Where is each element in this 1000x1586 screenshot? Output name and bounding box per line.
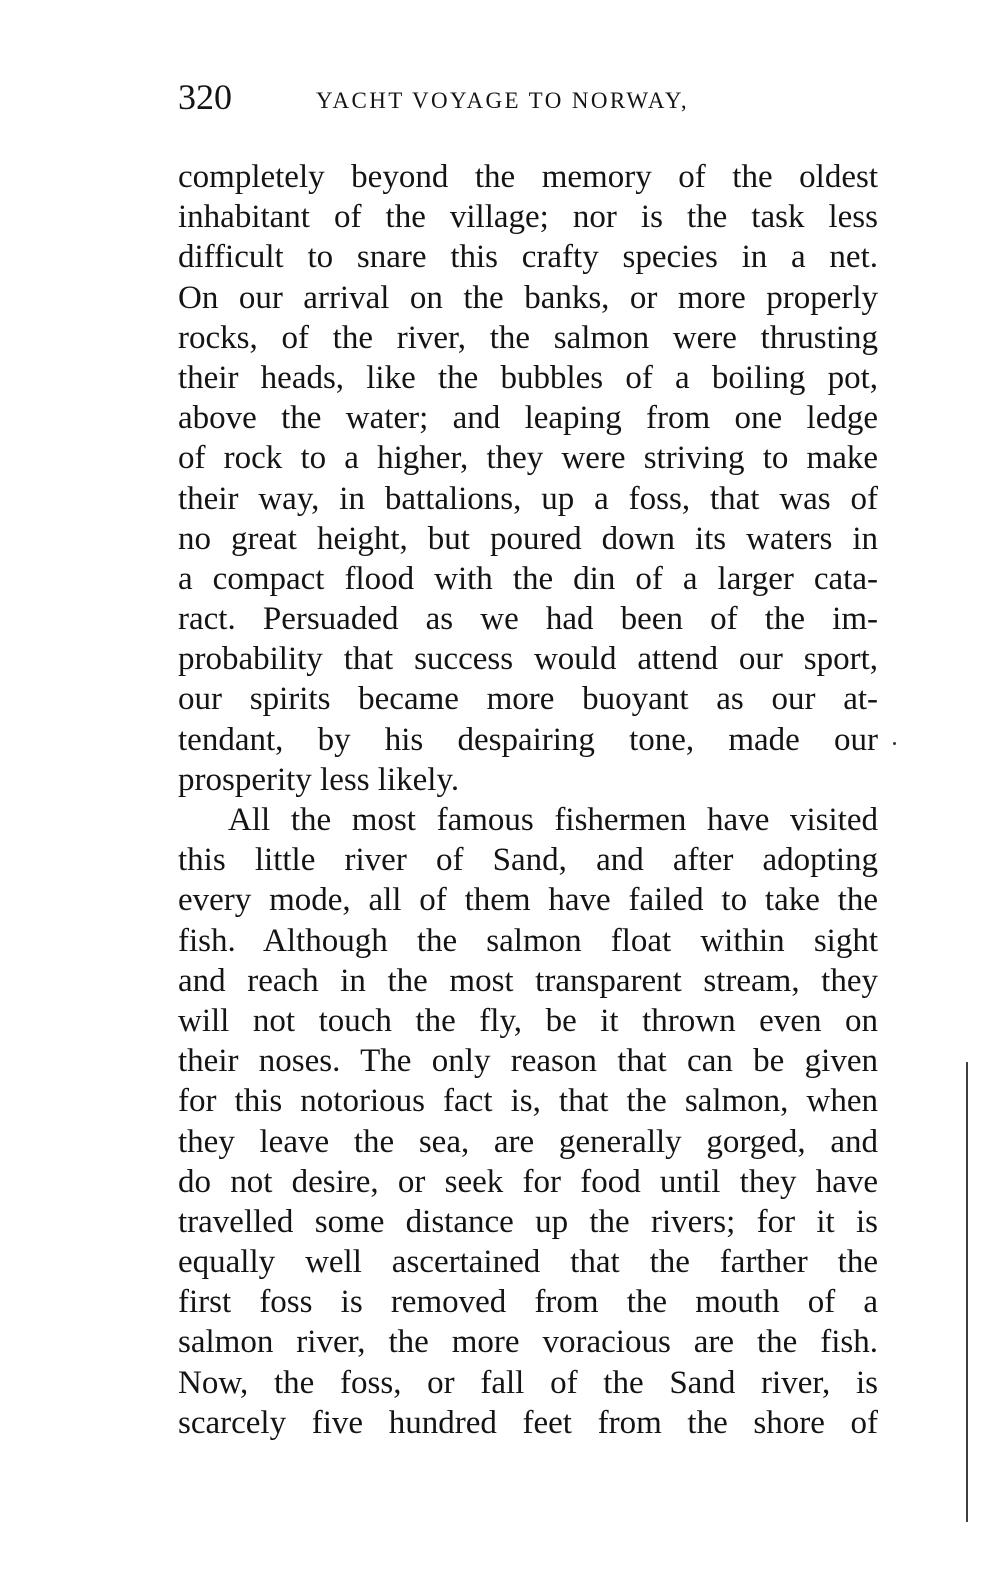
text-line: tendant, by his despairing tone, made our: [178, 721, 878, 758]
text-line: their way, in battalions, up a foss, that was of: [178, 480, 878, 517]
text-line: rocks, of the river, the salmon were thrusting: [178, 319, 878, 356]
page-header: [178, 72, 878, 122]
text-line: will not touch the fly, be it thrown even on: [178, 1002, 878, 1039]
text-line: equally well ascertained that the farther the: [178, 1244, 878, 1281]
text-line: and reach in the most transparent stream, they: [178, 962, 878, 999]
text-line: a compact flood with the din of a larger cata-: [178, 560, 878, 597]
text-line: this little river of Sand, and after adopting: [178, 842, 878, 879]
text-line: All the most famous fishermen have visited: [228, 802, 878, 838]
text-line: above the water; and leaping from one ledge: [178, 400, 878, 437]
text-line: travelled some distance up the rivers; for it is: [178, 1203, 878, 1240]
text-line: Now, the foss, or fall of the Sand river, is: [178, 1364, 878, 1401]
text-line: do not desire, or seek for food until they have: [178, 1163, 878, 1200]
text-line: On our arrival on the banks, or more properly: [178, 279, 878, 316]
text-line: completely beyond the memory of the oldest: [178, 159, 878, 195]
text-line: no great height, but poured down its waters in: [178, 520, 878, 557]
text-line: first foss is removed from the mouth of a: [178, 1284, 878, 1321]
margin-speck: [893, 742, 896, 745]
body-text: [178, 157, 878, 1443]
text-line: every mode, all of them have failed to take the: [178, 882, 878, 919]
text-line: for this notorious fact is, that the salmon, when: [178, 1083, 878, 1120]
paragraph-2: [178, 800, 878, 1443]
text-line: of rock to a higher, they were striving to make: [178, 440, 878, 477]
scan-edge-line: [966, 1062, 968, 1522]
text-line: scarcely five hundred feet from the shore of: [178, 1404, 878, 1441]
text-line: ract. Persuaded as we had been of the im-: [178, 601, 878, 638]
text-line: they leave the sea, are generally gorged, and: [178, 1123, 878, 1160]
text-line: prosperity less likely.: [178, 761, 460, 798]
paragraph-1: [178, 157, 878, 800]
text-line: salmon river, the more voracious are the fish.: [178, 1324, 878, 1361]
text-line: inhabitant of the village; nor is the task less: [178, 199, 878, 236]
running-title: YACHT VOYAGE TO NORWAY,: [316, 88, 690, 113]
text-line: their noses. The only reason that can be given: [178, 1043, 878, 1080]
text-line: difficult to snare this crafty species in a net.: [178, 239, 878, 276]
text-line: our spirits became more buoyant as our at-: [178, 681, 878, 718]
page-number: 320: [178, 77, 232, 117]
text-line: fish. Although the salmon float within sight: [178, 922, 878, 959]
text-line: probability that success would attend our sport,: [178, 641, 878, 678]
text-line: their heads, like the bubbles of a boiling pot,: [178, 359, 878, 396]
